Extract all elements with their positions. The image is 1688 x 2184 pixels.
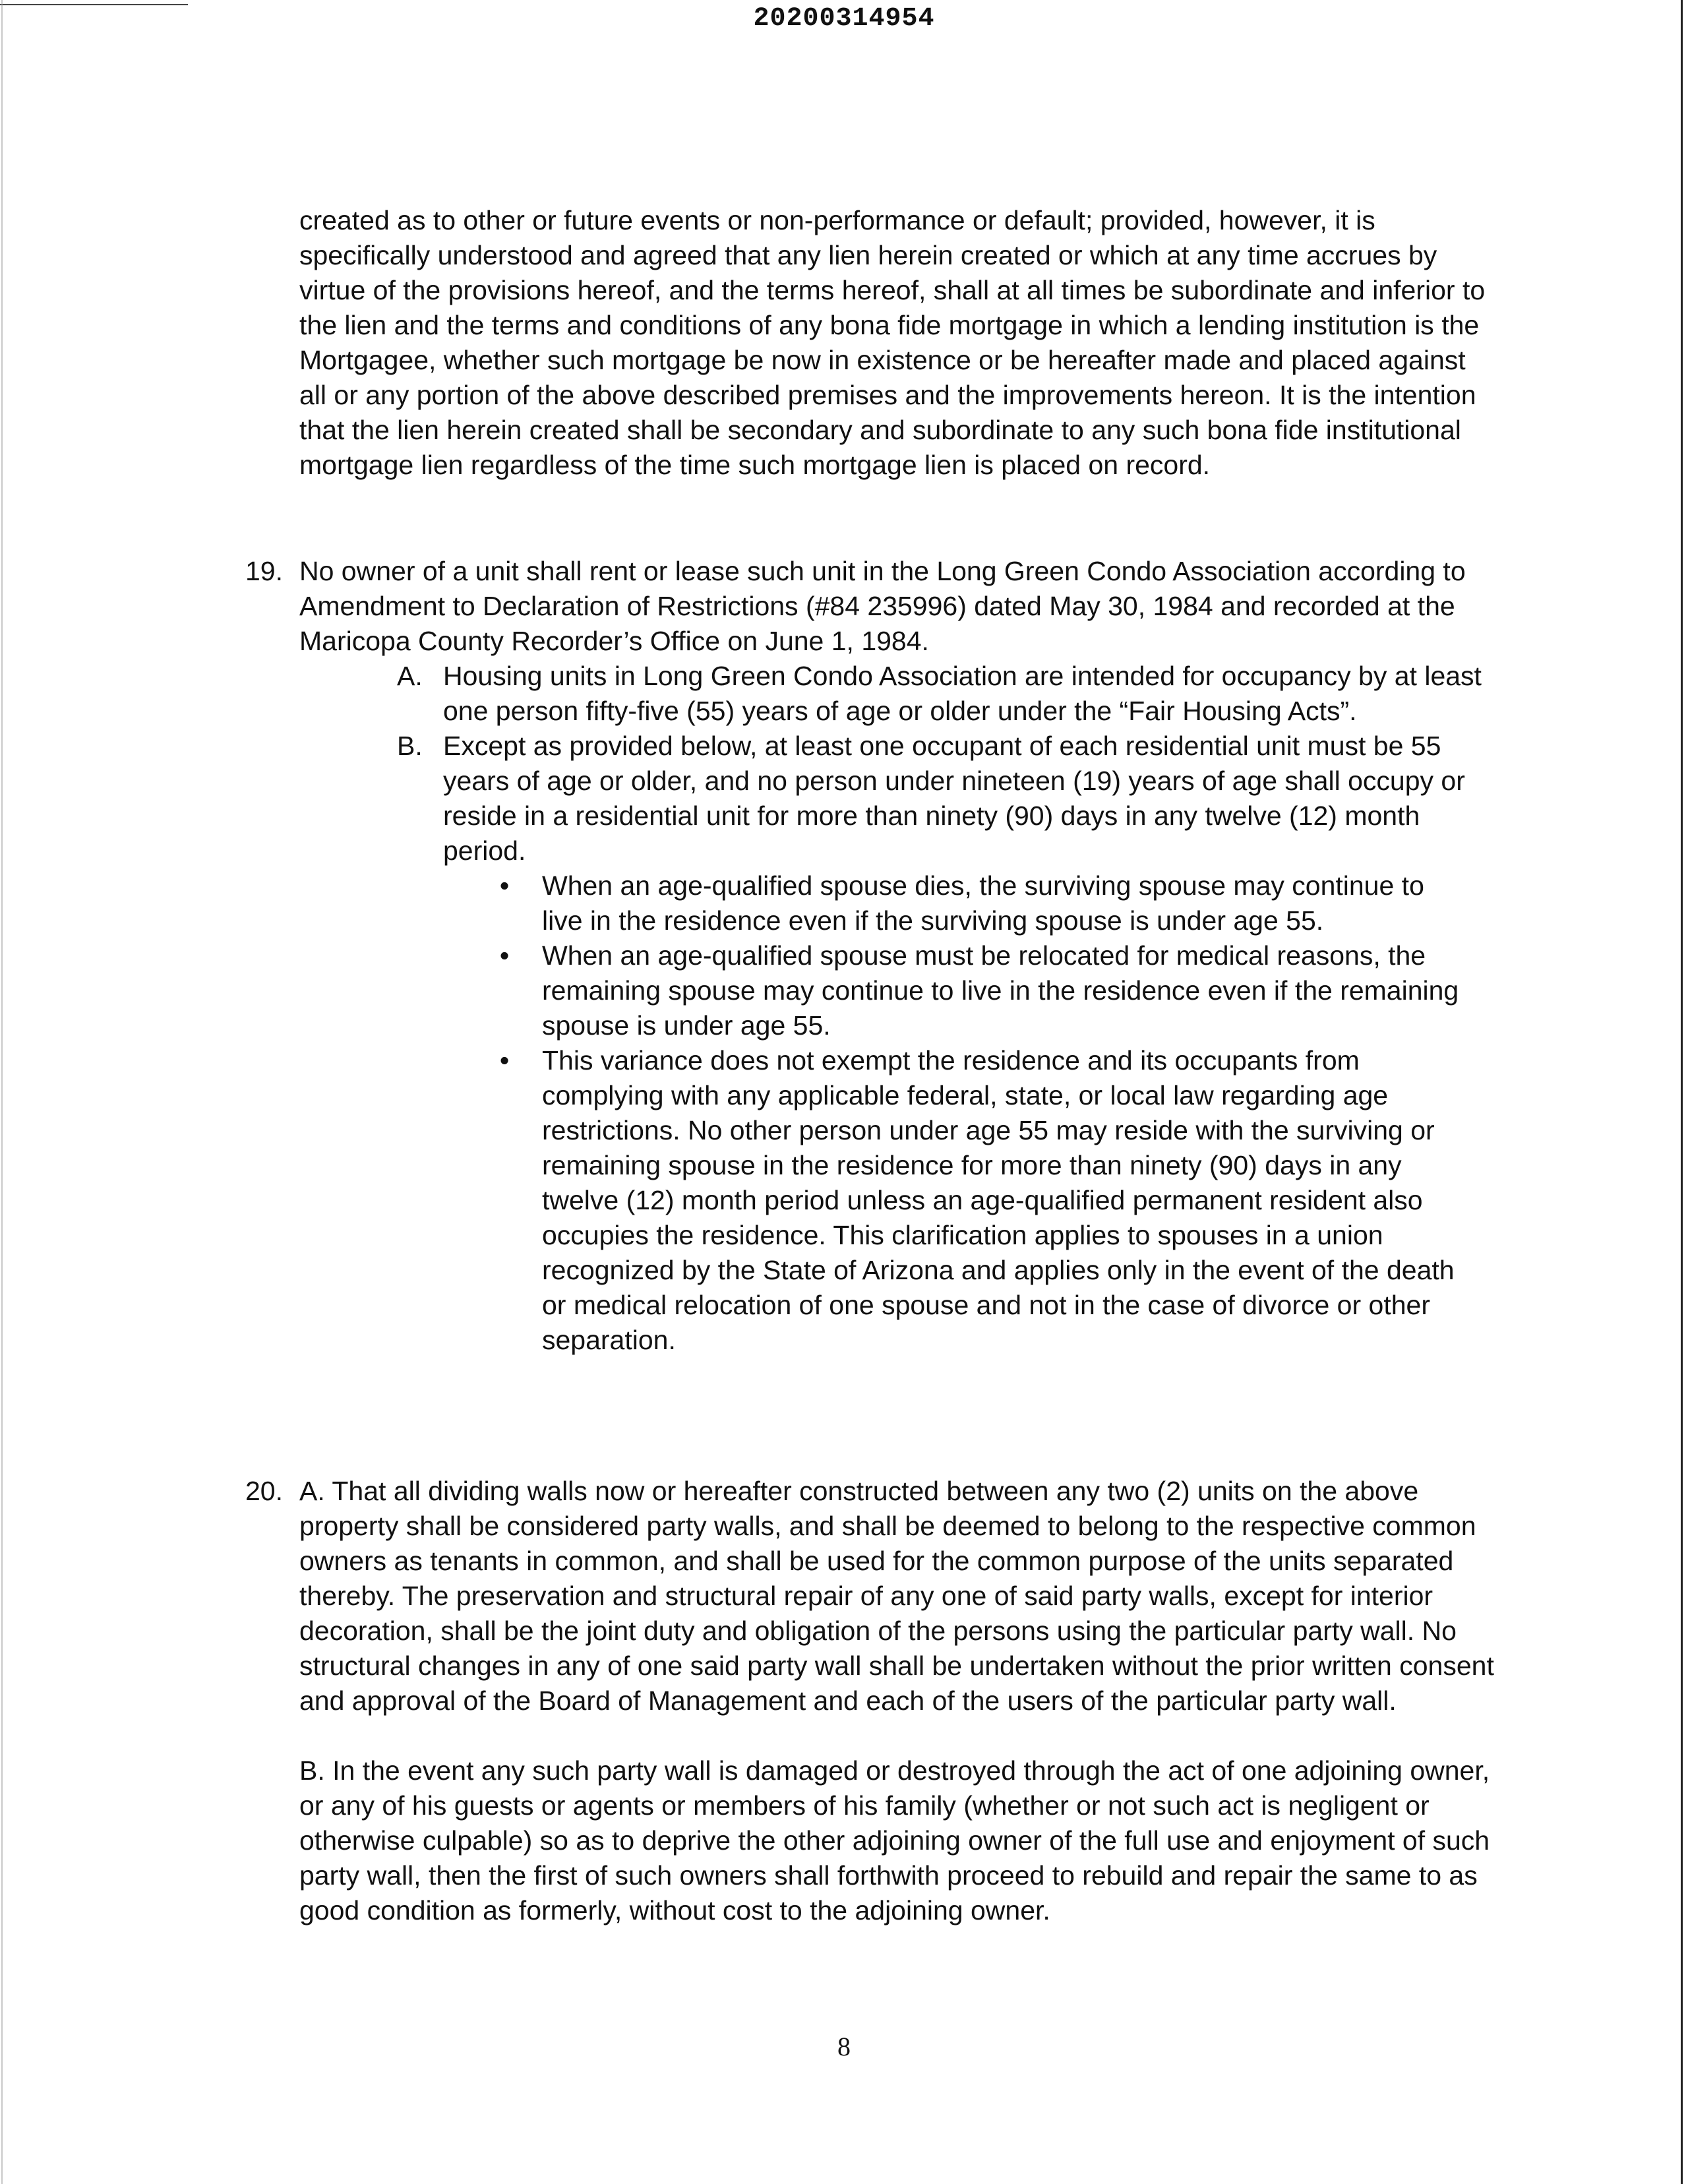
bullet-text: This variance does not exempt the residence and its occupants from complying with any applicable federal, state, or local law regarding age restrictions. No other person under age 55 may reside with the surviving or remaining spouse in the residence for more than ninety (90) days in any twelve (12) month period unless an age-qualified permanent resident also occupies the residence. This clarification applies to spouses in a union recognized by the State of Arizona and applies only in the event of the death or medical relocation of one spouse and not in the case of divorce or other separation. <box>542 1045 1455 1355</box>
sub-b-letter: B. <box>397 731 423 761</box>
bullet-item <box>499 1043 1472 1358</box>
section-20-para-b: B. In the event any such party wall is damaged or destroyed through the act of one adjoining owner, or any of his guests or agents or members of his family (whether or not such act is negligent or otherwise culpable) so as to deprive the other adjoining owner of the full use and enjoyment of such party wall, then the first of such owners shall forthwith proceed to rebuild and repair the same to as good condition as formerly, without cost to the adjoining owner. <box>299 1755 1490 1926</box>
sub-a-text: Housing units in Long Green Condo Association are intended for occupancy by at least one person fifty-five (55) years of age or older under the “Fair Housing Acts”. <box>443 661 1482 726</box>
page-number: 8 <box>837 2032 851 2061</box>
bullet-item <box>499 938 1472 1043</box>
document-number: 20200314954 <box>753 4 935 34</box>
section-19 <box>245 554 1498 1358</box>
section-19-sub-b <box>397 729 1498 868</box>
section-20-para-a: A. That all dividing walls now or hereafter constructed between any two (2) units on the above property shall be considered party walls, and shall be deemed to belong to the respective common owners as tenants in common, and shall be used for the common purpose of the units separated thereby. The preservation and structural repair of any one of said party walls, except for interior decoration, shall be the joint duty and obligation of the persons using the particular party wall. No structural changes in any of one said party wall shall be undertaken without the prior written consent and approval of the Board of Management and each of the users of the particular party wall. <box>299 1476 1494 1716</box>
continuation-paragraph: created as to other or future events or non-performance or default; provided, however, it is specifically understood and agreed that any lien herein created or which at any time accrues by virtue of the provisions hereof, and the terms hereof, shall at all times be subordinate and inferior to the lien and the terms and conditions of any bona fide mortgage in which a lending institution is the Mortgagee, whether such mortgage be now in existence or be hereafter made and placed against all or any portion of the above described premises and the improvements hereon. It is the intention that the lien herein created shall be secondary and subordinate to any such bona fide institutional mortgage lien regardless of the time such mortgage lien is placed on record. <box>299 205 1486 480</box>
bullet-item <box>499 868 1472 938</box>
section-19-sub-a <box>397 659 1498 729</box>
scan-left-edge <box>1 0 3 2184</box>
section-19-number: 19. <box>245 556 283 586</box>
scan-right-edge <box>1681 0 1683 2184</box>
bullet-text: When an age-qualified spouse dies, the surviving spouse may continue to live in the residence even if the surviving spouse is under age 55. <box>542 870 1424 936</box>
paragraph-gap <box>245 1718 1498 1753</box>
bullet-icon: • <box>499 940 510 971</box>
section-20 <box>245 1474 1498 1928</box>
section-20-number: 20. <box>245 1476 283 1506</box>
sub-b-bullet-list <box>245 868 1498 1358</box>
sub-a-letter: A. <box>397 661 423 691</box>
bullet-icon: • <box>499 1045 510 1076</box>
bullet-text: When an age-qualified spouse must be relocated for medical reasons, the remaining spouse may continue to live in the residence even if the remaining spouse is under age 55. <box>542 940 1459 1041</box>
bullet-icon: • <box>499 870 510 901</box>
section-19-intro: No owner of a unit shall rent or lease such unit in the Long Green Condo Association according to Amendment to Declaration of Restrictions (#84 235996) dated May 30, 1984 and recorded at the Maricopa County Recorder’s Office on June 1, 1984. <box>299 556 1466 656</box>
sub-b-text: Except as provided below, at least one occupant of each residential unit must be 55 years of age or older, and no person under nineteen (19) years of age shall occupy or reside in a residential unit for more than ninety (90) days in any twelve (12) month period. <box>443 731 1465 866</box>
